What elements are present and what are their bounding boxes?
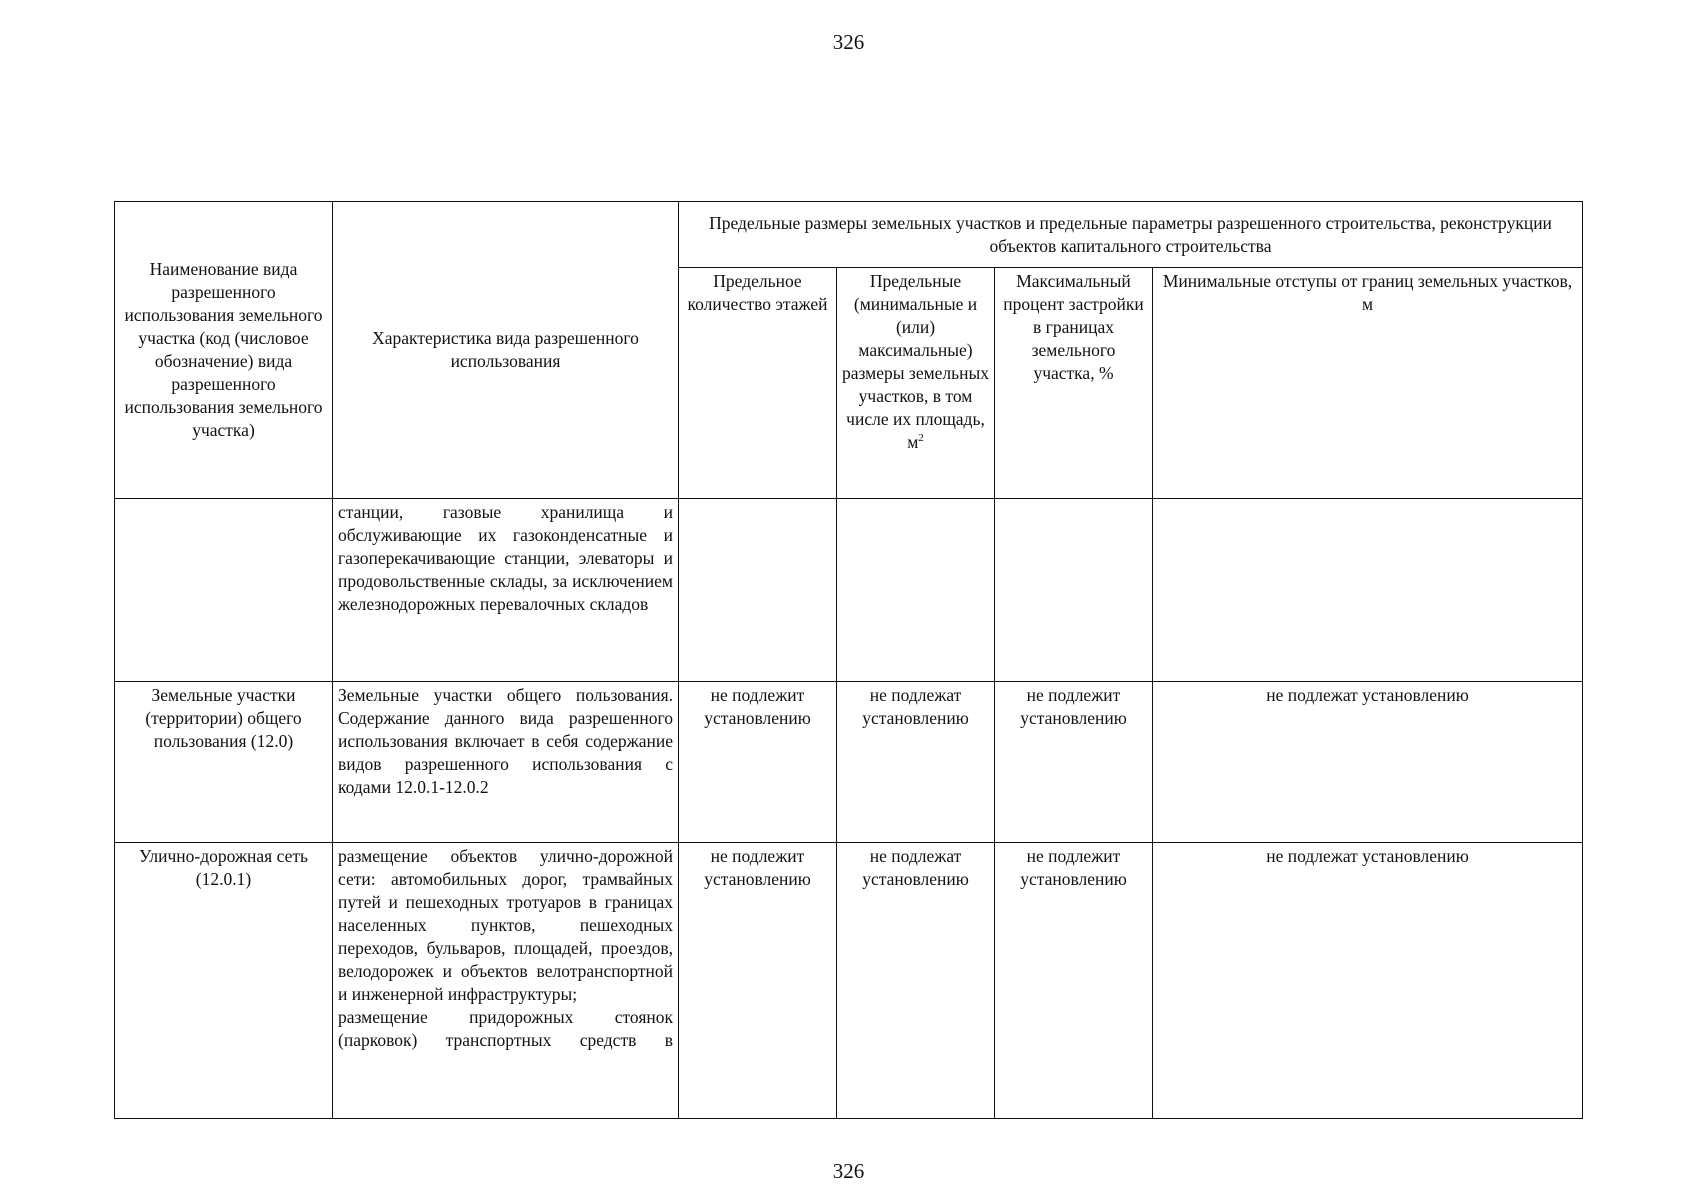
cell-sizes: не подлежат установлению (837, 843, 995, 1119)
cell-floors: не подлежит установлению (679, 843, 837, 1119)
cell-floors: не подлежит установлению (679, 682, 837, 843)
cell-floors (679, 499, 837, 682)
page-number-top: 326 (832, 30, 865, 54)
cell-characteristic (333, 843, 679, 1119)
cell-setbacks (1153, 499, 1583, 682)
header-params-group: Предельные размеры земельных участков и предельные параметры разрешенного строительства, реконструкции объектов капитального строительства (679, 202, 1583, 268)
header-sizes-text: Предельные (минимальные и (или) максимальные) размеры земельных участков, в том числе их площадь, м (842, 271, 990, 452)
cell-name: Земельные участки (территории) общего пользования (12.0) (115, 682, 333, 843)
cell-characteristic-part-2: размещение придорожных стоянок (парковок) транспортных средств в (338, 1007, 673, 1050)
cell-sizes: не подлежат установлению (837, 682, 995, 843)
land-use-table (114, 201, 1583, 1119)
header-row-1 (115, 202, 1583, 268)
header-name: Наименование вида разрешенного использования земельного участка (код (числовое обозначение) вида разрешенного использования земельного участка) (115, 202, 333, 499)
table-row (115, 499, 1583, 682)
cell-characteristic: станции, газовые хранилища и обслуживающие их газоконденсатные и газоперекачивающие станции, элеваторы и продовольственные склады, за исключением железнодорожных перевалочных складов (333, 499, 679, 682)
header-setbacks: Минимальные отступы от границ земельных участков, м (1153, 268, 1583, 499)
table-row (115, 843, 1583, 1119)
cell-name (115, 499, 333, 682)
cell-setbacks: не подлежат установлению (1153, 682, 1583, 843)
cell-name: Улично-дорожная сеть (12.0.1) (115, 843, 333, 1119)
header-floors: Предельное количество этажей (679, 268, 837, 499)
cell-percent: не подлежит установлению (995, 682, 1153, 843)
header-percent: Максимальный процент застройки в границах земельного участка, % (995, 268, 1153, 499)
cell-characteristic: Земельные участки общего пользования. Содержание данного вида разрешенного использования включает в себя содержание видов разрешенного использования с кодами 12.0.1-12.0.2 (333, 682, 679, 843)
header-sizes-sup: 2 (918, 432, 924, 445)
cell-percent: не подлежит установлению (995, 843, 1153, 1119)
cell-characteristic-part-1: размещение объектов улично-дорожной сети: автомобильных дорог, трамвайных путей и пешеходных тротуаров в границах населенных пунктов, пешеходных переходов, бульваров, площадей, проездов, велодорожек и объектов велотранспортной и инженерной инфраструктуры; (338, 846, 673, 1004)
cell-setbacks: не подлежат установлению (1153, 843, 1583, 1119)
header-characteristic: Характеристика вида разрешенного использования (333, 202, 679, 499)
header-sizes (837, 268, 995, 499)
cell-percent (995, 499, 1153, 682)
cell-sizes (837, 499, 995, 682)
table-row (115, 682, 1583, 843)
page-number-bottom: 326 (832, 1159, 865, 1183)
